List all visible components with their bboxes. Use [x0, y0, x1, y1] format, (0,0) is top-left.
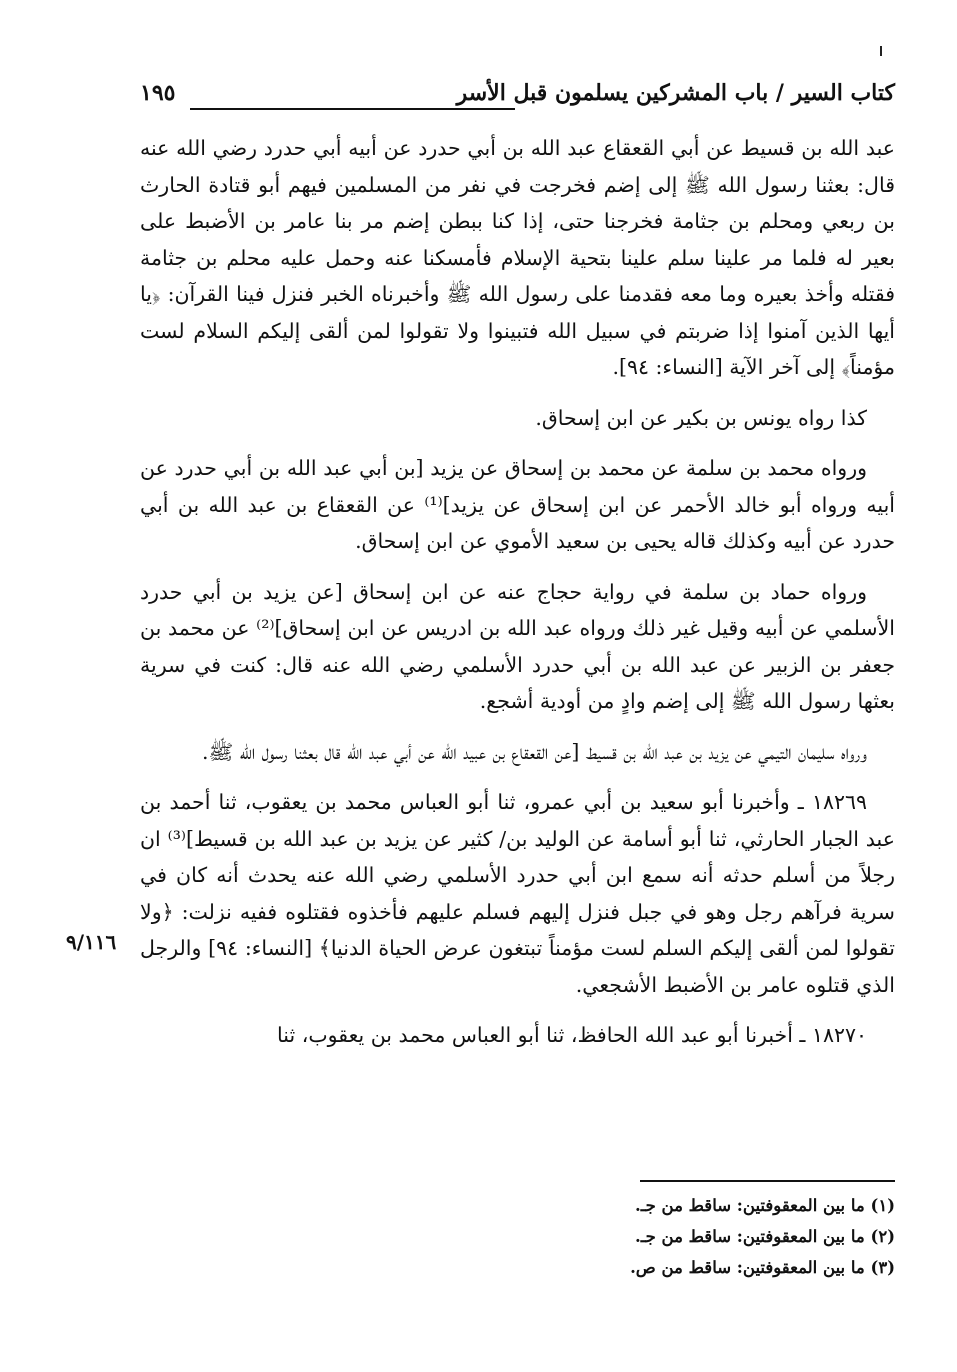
footnote: (١) ما بين المعقوفتين: ساقط من جـ.: [634, 1196, 895, 1215]
paragraph: ورواه سليمان التيمي عن يزيد بن عبد الله بن قسيط [عن القعقاع بن عبيد الله عن أبي عبد الله قال بعثنا رسول الله ﷺ.: [202, 739, 867, 764]
paragraph: كذا رواه يونس بن بكير عن ابن إسحاق.: [535, 405, 867, 430]
paragraph: عبد الله بن قسيط عن أبي القعقاع عبد الله بن أبي حدرد عن أبيه أبي حدرد رضي الله عنه قال: بعثنا رسول الله ﷺ إلى إضم فخرجت في نفر من المسلمين فيهم أبو قتادة الحارث بن ربعي ومحلم بن جثامة فخرجنا حتى، إذا كنا ببطن إضم مر بنا عامر بن الأضبط على بعير له فلما مر علينا سلم علينا بتحية الإسلام فأمسكنا عنه وحمل عليه محلم بن جثامة فقتله وأخذ بعيره وما معه فقدمنا على رسول الله ﷺ وأخبرناه الخبر فنزل فينا القرآن: ﴿يا أيها الذين آمنوا إذا ضربتم في سبيل الله فتبينوا ولا تقولوا لمن ألقى إليكم السلام لست مؤمناً﴾ إلى آخر الآية [النساء: ٩٤].: [140, 136, 895, 379]
footnote: (٣) ما بين المعقوفتين: ساقط من ص.: [630, 1258, 895, 1277]
paragraph: ورواه محمد بن سلمة عن محمد بن إسحاق عن يزيد [بن أبي عبد الله بن أبي حدرد عن أبيه ورواه أبو خالد الأحمر عن ابن إسحاق عن يزيد]⁽¹⁾ عن القعقاع بن عبد الله بن أبي حدرد عن أبيه وكذلك قاله يحيى بن سعيد الأموي عن ابن إسحاق.: [140, 456, 896, 553]
corner-mark: [880, 46, 882, 56]
page-header: [140, 80, 895, 120]
footnotes: [500, 1190, 895, 1283]
main-text: [140, 130, 895, 1068]
running-title: كتاب السير / باب المشركين يسلمون قبل الأسر: [456, 80, 895, 106]
hadith-entry: ١٨٢٦٩ ـ وأخبرنا أبو سعيد بن أبي عمرو، ثنا أبو العباس محمد بن يعقوب، ثنا أحمد بن عبد الجبار الحارثي، ثنا أبو أسامة عن الوليد بن/ كثير عن يزيد بن عبد الله بن قسيط]⁽³⁾ ان رجلاً من أسلم حدثه أنه سمع ابن أبي حدرد الأسلمي رضي الله عنه يحدث أنه كان في سرية فرآهم رجل وهو في جبل فنزل إليهم فسلم عليهم فأخذوه فقتلوه ففيه نزلت: ﴿ولا تقولوا لمن ألقى إليكم السلم لست مؤمناً تبتغون عرض الحياة الدنيا﴾ [النساء: ٩٤] والرجل الذي قتلوه عامر بن الأضبط الأشجعي.: [140, 790, 895, 997]
paragraph: ورواه حماد بن سلمة في رواية حجاج عنه عن ابن إسحاق [عن يزيد بن أبي حدرد الأسلمي عن أبيه وقيل غير ذلك ورواه عبد الله بن ادريس عن ابن إسحاق]⁽²⁾ عن محمد بن جعفر بن الزبير عن عبد الله بن أبي حدرد الأسلمي رضي الله عنه قال: كنت في سرية بعثها رسول الله ﷺ إلى إضم وادٍ من أودية أشجع.: [140, 579, 895, 713]
header-rule: [190, 108, 515, 110]
margin-volume-page-note: ٩/١١٦: [66, 930, 117, 954]
footnote-divider: [640, 1180, 895, 1182]
hadith-entry: ١٨٢٧٠ ـ أخبرنا أبو عبد الله الحافظ، ثنا أبو العباس محمد بن يعقوب، ثنا: [277, 1023, 867, 1047]
page-number: ١٩٥: [140, 80, 176, 106]
footnote: (٢) ما بين المعقوفتين: ساقط من جـ.: [634, 1227, 895, 1246]
